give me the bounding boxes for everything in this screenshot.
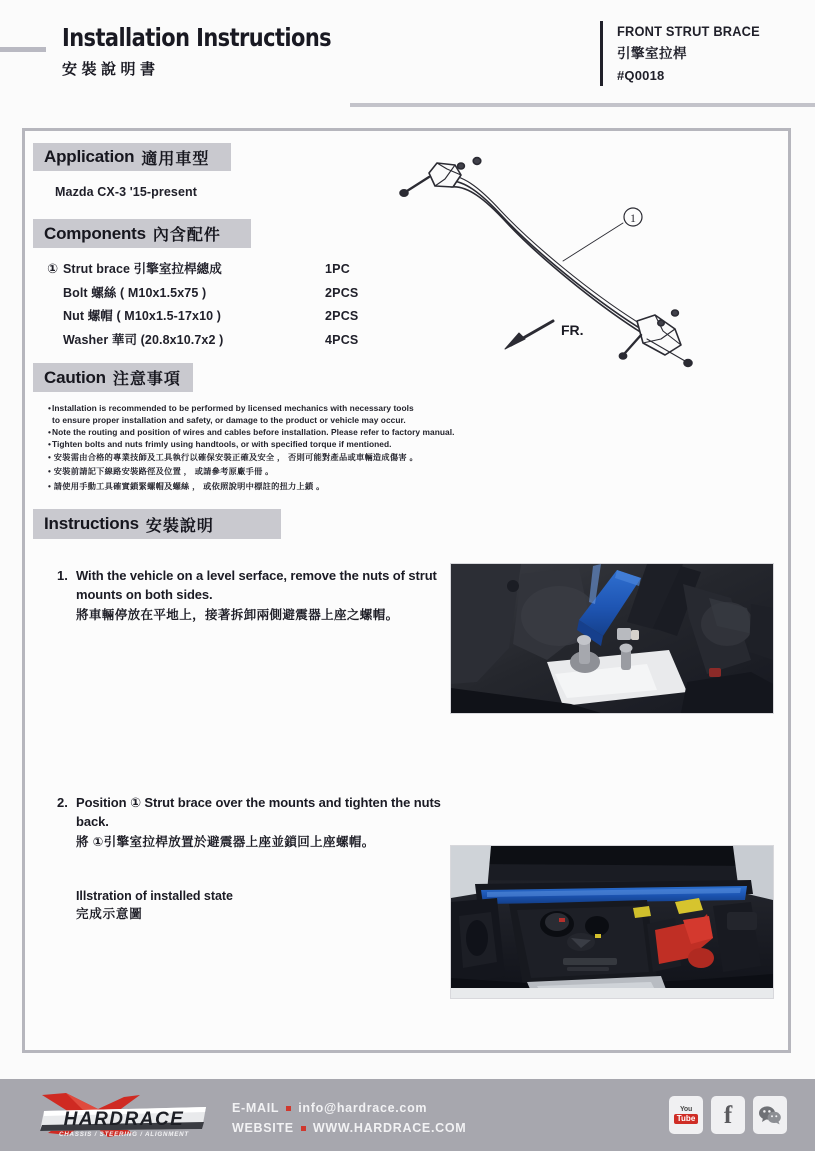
page-header xyxy=(0,0,815,112)
product-name-chinese: 引擎室拉桿 xyxy=(617,45,687,61)
strut-brace-technical-diagram xyxy=(385,139,785,389)
header-bottom-rule xyxy=(350,103,815,107)
component-name: Nut 螺帽 ( M10x1.5-17x10 ) xyxy=(63,309,222,323)
photo-2-content xyxy=(451,846,773,998)
caution-line xyxy=(48,439,548,451)
bullet-icon: • xyxy=(48,426,51,437)
wechat-link[interactable] xyxy=(753,1096,787,1134)
section-heading-components-en: Components xyxy=(44,223,146,243)
footer-contact-info xyxy=(232,1098,466,1139)
product-name-english: FRONT STRUT BRACE xyxy=(617,24,760,39)
section-heading-instructions-zh: 安裝說明 xyxy=(145,517,214,535)
bullet-icon: • xyxy=(48,403,51,413)
caution-line-zh: • 安裝前請記下線路安裝路徑及位置 ， 或請參考原廠手冊 。 xyxy=(48,467,274,477)
step-text-english: Position ① Strut brace over the mounts and tighten the nuts back. xyxy=(76,795,441,829)
section-heading-application-zh: 適用車型 xyxy=(141,150,210,168)
caution-line-text: Tighten bolts and nuts frimly using handtools, or with specified torque if mentioned. xyxy=(51,438,392,449)
step-number: 1. xyxy=(57,568,68,583)
youtube-icon-tube: Tube xyxy=(674,1114,699,1124)
page-title-chinese: 安裝說明書 xyxy=(62,60,160,78)
section-heading-caution-zh: 注意事項 xyxy=(112,371,181,388)
component-callout-number: ① xyxy=(47,261,59,276)
hardrace-logo xyxy=(36,1093,214,1139)
product-identification-block xyxy=(600,21,767,86)
step-text-chinese: 將車輛停放在平地上，接著拆卸兩側避震器上座之螺帽。 xyxy=(76,607,399,622)
caution-line xyxy=(48,403,548,415)
component-row xyxy=(47,306,377,330)
facebook-link[interactable] xyxy=(711,1096,745,1134)
footer-website-label: WEBSITE xyxy=(232,1121,294,1136)
caution-line xyxy=(48,427,548,439)
installation-photo-step-2 xyxy=(450,845,774,999)
section-heading-components xyxy=(33,219,251,248)
illustration-note-english: Illstration of installed state xyxy=(76,889,233,904)
caution-english-lines xyxy=(48,403,548,451)
caution-line-zh: • 請使用手動工具確實鎖緊螺帽及螺絲 ， 或依照說明中標註的扭力上鎖 。 xyxy=(48,481,325,491)
step-text-english: With the vehicle on a level serface, remove the nuts of strut mounts on both sides. xyxy=(76,568,437,602)
component-row xyxy=(47,330,377,354)
hardrace-logo-tagline: CHASSIS / STEERING / ALIGNMENT xyxy=(59,1131,189,1138)
caution-line-zh: • 安裝需由合格的專業技師及工具執行以確保安裝正確及安全 ， 否則可能對產品或車輛造成傷害 。 xyxy=(48,452,418,462)
step-text-chinese: 將 ①引擎室拉桿放置於避震器上座並鎖回上座螺帽。 xyxy=(76,834,375,849)
title-block xyxy=(62,24,351,79)
main-content-box xyxy=(22,128,791,1053)
wechat-icon xyxy=(758,1105,782,1125)
hardrace-logo-svg xyxy=(36,1093,214,1139)
separator-square-icon xyxy=(286,1106,291,1111)
youtube-icon-you: You xyxy=(679,1105,693,1113)
footer-social-links xyxy=(669,1096,787,1134)
youtube-icon xyxy=(675,1103,697,1127)
facebook-icon: f xyxy=(723,1101,733,1129)
component-row xyxy=(47,259,377,283)
section-heading-instructions xyxy=(33,509,281,539)
section-heading-instructions-en: Instructions xyxy=(44,514,139,533)
diagram-direction-label: FR. xyxy=(561,322,584,338)
application-vehicle-model: Mazda CX-3 '15-present xyxy=(55,185,198,199)
strut-brace-drawing-svg xyxy=(385,139,785,389)
component-name: Bolt 螺絲 ( M10x1.5x75 ) xyxy=(63,285,207,300)
component-quantity: 1PC xyxy=(325,262,350,276)
step-illustration-note xyxy=(76,889,457,922)
component-quantity: 2PCS xyxy=(325,309,359,323)
illustration-note-chinese: 完成示意圖 xyxy=(76,907,143,922)
section-heading-components-zh: 內含配件 xyxy=(152,227,221,244)
installation-photo-step-1 xyxy=(450,563,774,714)
product-code: #Q0018 xyxy=(617,67,665,83)
footer-website-value[interactable]: WWW.HARDRACE.COM xyxy=(312,1121,467,1136)
component-row xyxy=(47,283,377,307)
component-quantity: 2PCS xyxy=(325,285,359,300)
component-name: Strut brace 引擎室拉桿總成 xyxy=(63,262,222,276)
section-heading-caution xyxy=(33,363,193,392)
caution-line-continuation: to ensure proper installation and safety, or damage to the product or vehicle may occur. xyxy=(52,414,406,425)
components-list xyxy=(47,259,377,353)
step-number: 2. xyxy=(57,795,68,810)
header-left-accent-rule xyxy=(0,47,46,52)
component-name: Washer 華司 (20.8x10.7x2 ) xyxy=(63,332,224,347)
diagram-callout-label: 1 xyxy=(630,211,636,225)
bullet-icon: • xyxy=(48,438,51,449)
page-title-english: Installation Instructions xyxy=(62,23,332,52)
caution-line-text: Note the routing and position of wires and cables before installation. Please refer to factory manual. xyxy=(51,426,455,437)
section-heading-application xyxy=(33,143,231,171)
separator-square-icon xyxy=(301,1126,306,1131)
youtube-link[interactable] xyxy=(669,1096,703,1134)
caution-chinese-lines xyxy=(48,451,548,495)
footer-email-line xyxy=(232,1098,466,1118)
page-footer xyxy=(0,1079,815,1151)
footer-website-line xyxy=(232,1118,466,1138)
hardrace-logo-wordmark: HARDRACE xyxy=(63,1109,185,1130)
section-heading-application-en: Application xyxy=(44,147,135,166)
footer-email-value[interactable]: info@hardrace.com xyxy=(298,1101,428,1115)
photo-1-content xyxy=(451,564,773,713)
caution-line-text: Installation is recommended to be performed by licensed mechanics with necessary tools xyxy=(51,403,414,413)
instruction-step-2 xyxy=(57,794,457,922)
footer-email-label: E-MAIL xyxy=(232,1101,280,1115)
instruction-step-1 xyxy=(57,567,457,624)
caution-list xyxy=(48,403,548,494)
section-heading-caution-en: Caution xyxy=(44,367,106,387)
component-quantity: 4PCS xyxy=(325,332,359,347)
